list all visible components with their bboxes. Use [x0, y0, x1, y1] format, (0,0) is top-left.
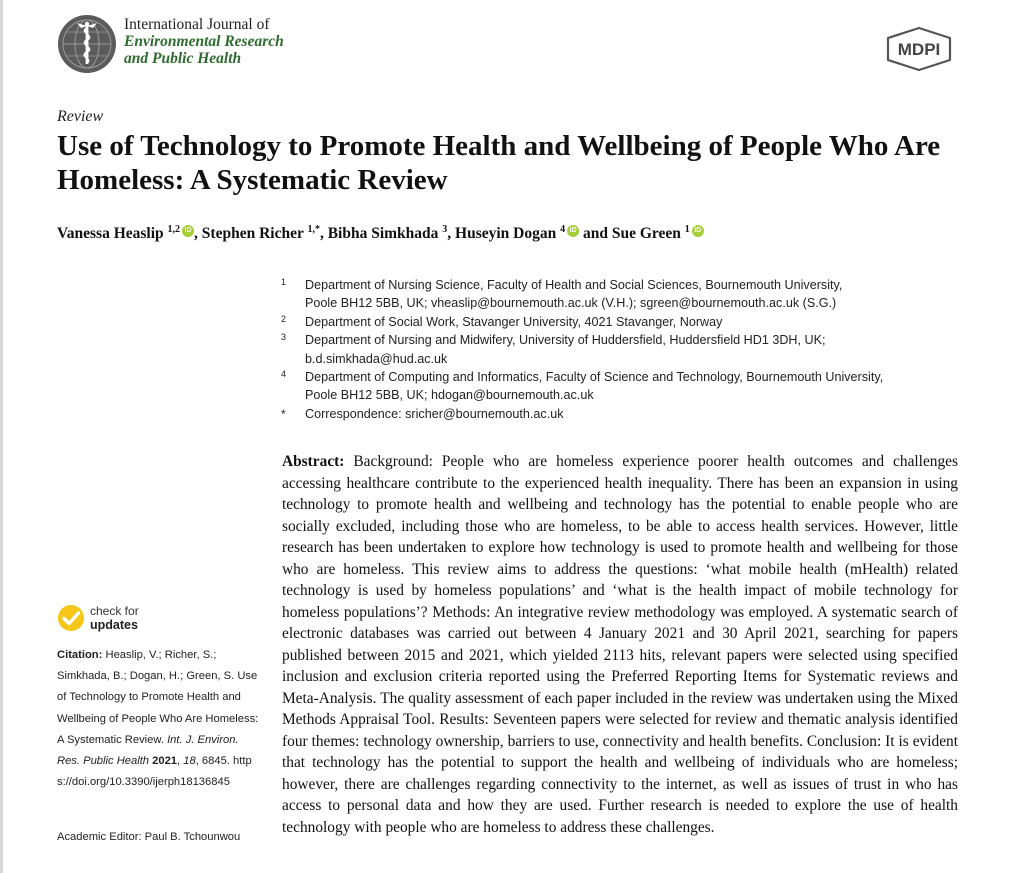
affiliation-line: Department of Nursing and Midwifery, University of Huddersfield, Huddersfield HD1 3DH, UK; — [305, 333, 826, 348]
affiliation-line: Poole BH12 5BB, UK; vheaslip@bournemouth.ac.uk (V.H.); sgreen@bournemouth.ac.uk (S.G.) — [305, 296, 837, 311]
author-name[interactable]: Stephen Richer — [201, 225, 308, 242]
citation-authors: Heaslip, V.; Richer, S.; Simkhada, B.; Dogan, H.; Green, S. — [57, 649, 235, 683]
abstract — [282, 451, 958, 838]
journal-name-line3: and Public Health — [124, 50, 242, 67]
orcid-icon[interactable] — [692, 225, 704, 237]
page-title: Use of Technology to Promote Health and Wellbeing of People Who Are Homeless: A Systematic Review — [57, 130, 941, 196]
orcid-icon[interactable] — [182, 225, 194, 237]
citation-volume: 18 — [183, 755, 196, 768]
globe-caduceus-icon — [57, 14, 117, 74]
affiliation-item — [281, 405, 981, 423]
author-affiliation-marker: 4 — [560, 224, 566, 235]
author-affiliation-marker: 1 — [684, 224, 690, 235]
author-separator: , — [447, 225, 456, 242]
author-list — [57, 225, 997, 243]
mdpi-logo — [884, 26, 954, 72]
affiliation-line: b.d.simkhada@hud.ac.uk — [305, 351, 448, 366]
article-type: Review — [57, 108, 104, 125]
journal-name-line2: Environmental Research — [124, 33, 284, 50]
author-affiliation-marker: 1,2 — [167, 224, 181, 235]
affiliation-item — [281, 276, 981, 313]
affiliation-line: Department of Social Work, Stavanger University, 4021 Stavanger, Norway — [305, 314, 723, 329]
affiliation-marker: 2 — [281, 313, 287, 324]
mdpi-logo-text: MDPI — [897, 40, 941, 59]
citation-comma: , — [177, 755, 181, 768]
author-affiliation-marker: 1,* — [307, 224, 320, 235]
checkmark-circle-icon — [57, 604, 85, 632]
academic-editor: Academic Editor: Paul B. Tchounwou — [57, 831, 241, 843]
check-for-updates-button[interactable] — [57, 604, 177, 634]
author-separator: and — [579, 225, 612, 242]
citation — [57, 645, 262, 793]
affiliation-marker: * — [281, 406, 286, 421]
author-separator: , — [194, 225, 202, 242]
affiliation-item — [281, 368, 981, 405]
author-name[interactable]: Huseyin Dogan — [455, 225, 561, 242]
author-name[interactable]: Bibha Simkhada — [327, 225, 443, 242]
affiliation-item — [281, 331, 981, 368]
affiliation-marker: 1 — [281, 277, 287, 287]
page-edge — [0, 0, 3, 873]
journal-name — [124, 16, 284, 67]
citation-title: Use of Technology to Promote Health and Wellbeing of People Who Are Homeless: A Systematic Review. — [57, 670, 259, 746]
affiliation-line: Department of Nursing Science, Faculty of Health and Social Sciences, Bournemouth University, — [305, 278, 843, 292]
affiliation-item — [281, 313, 981, 331]
citation-year: 2021 — [152, 755, 178, 768]
author-separator: , — [319, 225, 328, 242]
orcid-icon[interactable] — [567, 225, 579, 237]
author-name[interactable]: Vanessa Heaslip — [57, 225, 168, 242]
affiliation-marker: 4 — [281, 369, 287, 380]
citation-comma: , — [195, 755, 199, 768]
affiliation-line: Department of Computing and Informatics, Faculty of Science and Technology, Bournemouth University, — [305, 370, 884, 385]
affiliation-line: Correspondence: sricher@bournemouth.ac.uk — [305, 406, 564, 421]
affiliation-marker: 3 — [281, 332, 287, 343]
abstract-text: Background: People who are homeless experience poorer health outcomes and challenges accessing healthcare contribute to the experienced health inequality. There has been an expansion in using technology to promote health and wellbeing and technology has the potential to enable people who are socially excluded, including those who are homeless, to be able to access health services. However, little research has been undertaken to explore how technology is used to promote health and wellbeing for those who are homeless. This review aims to address the questions: ‘what mobile health (mHealth) related technology is used by homeless populations’ and ‘what is the health impact of mobile technology for homeless populations’? Methods: An integrative review methodology was employed. A systematic search of electronic databases was carried out between 4 January 2021 and 30 April 2021, searching for papers published between 2015 and 2021, which yielded 2113 hits, relevant papers were selected using specified inclusion and exclusion criteria reported using the Preferred Reporting Items for Systematic reviews and Meta-Analysis. The quality assessment of each paper included in the review was undertaken using the Mixed Methods Appraisal Tool. Results: Seventeen papers were selected for review and thematic analysis identified four themes: technology ownership, barriers to use, connectivity and health benefits. Conclusion: It is evident that technology has the potential to support the health and wellbeing of individuals who are homeless; however, there are challenges regarding connectivity to the internet, as well as issues of trust in who has access to personal data and how they are used. Further research is needed to explore the use of health technology with people who are homeless to address these challenges. — [282, 453, 958, 836]
abstract-label: Abstract: — [282, 453, 345, 470]
check-updates-line1: check for — [90, 604, 139, 618]
citation-journal: Int. J. Environ. Res. Public Health — [57, 733, 239, 768]
citation-label: Citation: — [57, 649, 103, 661]
author-affiliation-marker: 3 — [442, 224, 448, 235]
affiliations — [281, 276, 981, 423]
affiliation-line: Poole BH12 5BB, UK; hdogan@bournemouth.ac.uk — [305, 388, 594, 403]
author-name[interactable]: Sue Green — [611, 225, 685, 242]
journal-name-line1: International Journal of — [124, 16, 270, 33]
check-updates-line2: updates — [90, 618, 138, 632]
citation-pages: 6845. — [201, 755, 230, 768]
citation-doi-link[interactable]: https://doi.org/10.3390/ijerph18136845 — [57, 755, 252, 789]
